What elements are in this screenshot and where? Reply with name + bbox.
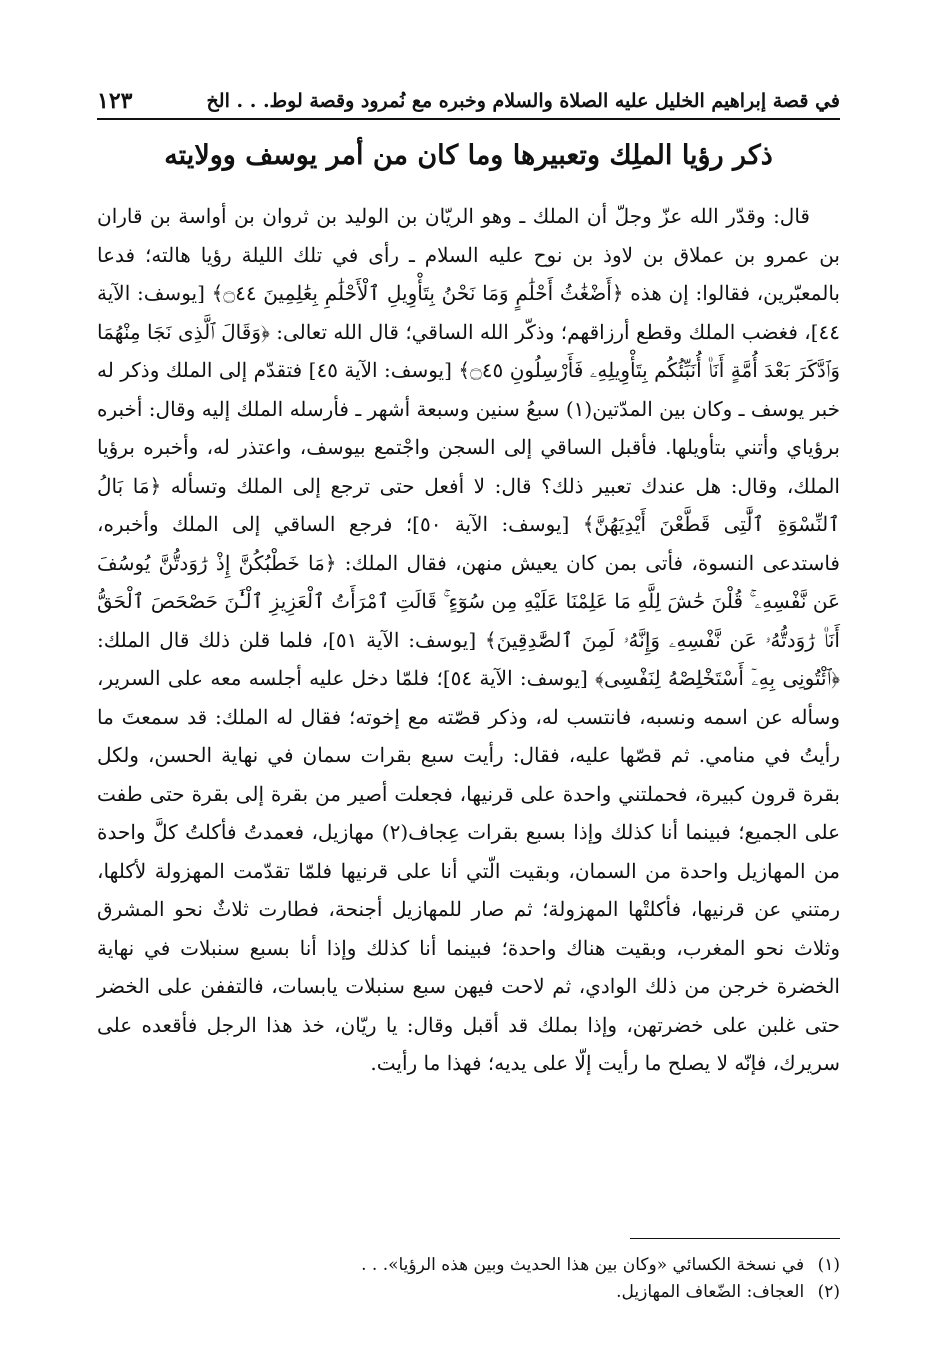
body-paragraph: قال: وقدّر الله عزّ وجلّ أن الملك ـ وهو الريّان بن الوليد بن ثروان بن أواسة بن قاران بن عمرو بن عملاق بن لاوذ بن نوح عليه السلام ـ رأى في تلك الليلة رؤيا هالته؛ فدعا بالمعبّرين، فقالوا: إن هذه ﴿أَضْغَٰثُ أَحْلَٰمٍ وَمَا نَحْنُ بِتَأْوِيلِ ٱلْأَحْلَٰمِ بِعَٰلِمِينَ ۝٤٤﴾ [يوسف: الآية ٤٤]، فغضب الملك وقطع أرزاقهم؛ وذكّر الله الساقي؛ قال الله تعالى: ﴿وَقَالَ ٱلَّذِى نَجَا مِنْهُمَا وَٱدَّكَرَ بَعْدَ أُمَّةٍ أَنَا۠ أُنَبِّئُكُم بِتَأْوِيلِهِۦ فَأَرْسِلُونِ ۝٤٥﴾ [يوسف: الآية ٤٥] فتقدّم إلى الملك وذكر له خبر يوسف ـ وكان بين المدّتين(١) سبعُ سنين وسبعة أشهر ـ فأرسله الملك إليه وقال: أخبره برؤياي وأتني بتأويلها. فأقبل الساقي إلى السجن واجْتمع بيوسف، واعتذر له، وأخبره برؤيا الملك، وقال: هل عندك تعبير ذلك؟ قال: لا أفعل حتى ترجع إلى الملك وتسأله ﴿مَا بَالُ ٱلنِّسْوَةِ ٱلَّٰتِى قَطَّعْنَ أَيْدِيَهُنَّ﴾ [يوسف: الآية ٥٠]؛ فرجع الساقي إلى الملك وأخبره، فاستدعى النسوة، فأتى بمن كان يعيش منهن، فقال الملك: ﴿مَا خَطْبُكُنَّ إِذْ رَٰوَدتُّنَّ يُوسُفَ عَن نَّفْسِهِۦ ۚ قُلْنَ حَٰشَ لِلَّهِ مَا عَلِمْنَا عَلَيْهِ مِن سُوٓءٍ ۚ قَالَتِ ٱمْرَأَتُ ٱلْعَزِيزِ ٱلْـَٰٔنَ حَصْحَصَ ٱلْحَقُّ أَنَا۠ رَٰوَدتُّهُۥ عَن نَّفْسِهِۦ وَإِنَّهُۥ لَمِنَ ٱلصَّٰدِقِينَ﴾ [يوسف: الآية ٥١]، فلما قلن ذلك قال الملك: ﴿ٱئْتُونِى بِهِۦٓ أَسْتَخْلِصْهُ لِنَفْسِى﴾ [يوسف: الآية ٥٤]؛ فلمّا دخل عليه أجلسه معه على السرير، وسأله عن اسمه ونسبه، فانتسب له، وذكر قصّته مع إخوته؛ فقال له الملك: قد سمعتَ ما رأيتُ في منامي. ثم قصّها عليه، فقال: رأيت سبع بقرات سمان في نهاية الحسن، ولكل بقرة قرون كبيرة، فحملتني واحدة على قرنيها، فجعلت أصير من بقرة إلى بقرة حتى طفت على الجميع؛ فبينما أنا كذلك وإذا بسبع بقرات عِجاف(٢) مهازيل، فعمدتُ فأكلتُ كلَّ واحدة من المهازيل واحدة من السمان، وبقيت الّتي أنا على قرنيها فلمّا تقدّمت المهزولة لأكلها، رمتني عن قرنيها، فأكلتْها المهزولة؛ ثم صار للمهازيل أجنحة، فطارت ثلاثٌ نحو المشرق وثلاث نحو المغرب، وبقيت هناك واحدة؛ فبينما أنا كذلك وإذا أنا بسبع سنبلات في نهاية الخضرة خرجن من ذلك الوادي، ثم لاحت فيهن سبع سنبلات يابسات، فالتففن على الخضر حتى غلبن على خضرتهن، وإذا بملك قد أقبل وقال: يا ريّان، خذ هذا الرجل فأقعده على سريرك، فإنّه لا يصلح ما رأيت إلّا على يديه؛ فهذا ما رأيت. xyxy=(96,204,841,1075)
footnote-marker: (٢) xyxy=(817,1282,840,1302)
footnote-1 xyxy=(97,1252,840,1279)
footnote-text: العجاف: الضّعاف المهازيل. xyxy=(616,1282,805,1302)
page-number: ١٢٣ xyxy=(97,88,133,114)
footnote-text: في نسخة الكسائي «وكان بين هذا الحديث وبين هذه الرؤيا». . . xyxy=(361,1255,805,1275)
footnote-marker: (١) xyxy=(817,1255,840,1275)
footnote-2 xyxy=(97,1279,840,1306)
footnote-divider xyxy=(630,1238,840,1239)
chapter-heading: ذكر رؤيا الملِك وتعبيرها وما كان من أمر يوسف وولايته xyxy=(164,140,773,171)
running-title: في قصة إبراهيم الخليل عليه الصلاة والسلام وخبره مع نُمرود وقصة لوط. . . الخ xyxy=(206,90,840,112)
footnotes xyxy=(97,1252,840,1306)
running-header xyxy=(97,84,840,120)
